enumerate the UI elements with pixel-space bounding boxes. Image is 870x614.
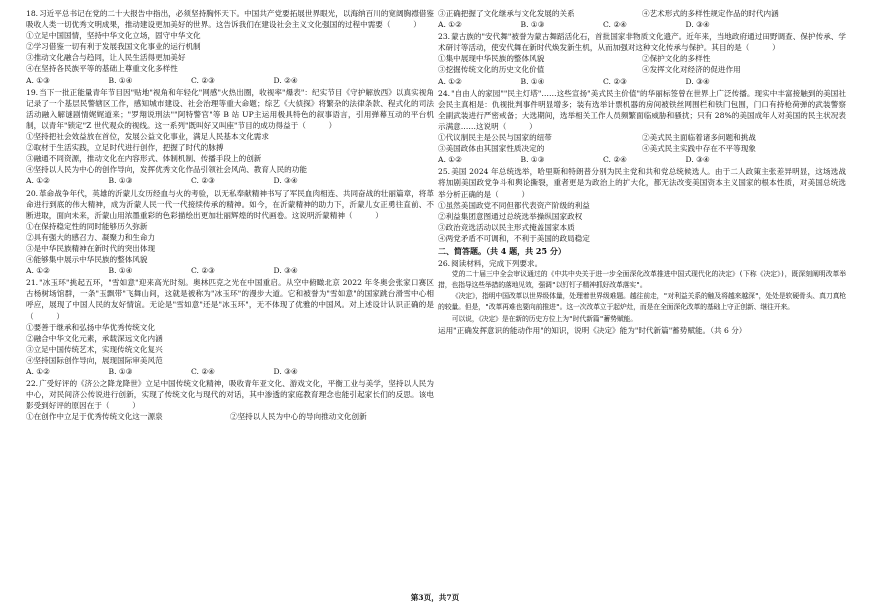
question-number: 26.: [438, 259, 451, 269]
question-prompt: 运用"正确发挥意识的能动作用"的知识，说明《决定》能为"时代新篇"蓄势赋能。（共 6 分）: [438, 325, 747, 335]
choice-a[interactable]: A. ①②: [26, 367, 50, 376]
option: ①在创作中立足于优秀传统文化这一源泉: [26, 412, 163, 422]
option: ③挖掘传统文化的历史文化价值: [438, 65, 545, 75]
option-row: [26, 411, 434, 422]
option: ②利益集团意图通过总统选举操纵国家政权: [438, 211, 583, 221]
question-22: [26, 378, 434, 422]
option-row: [438, 132, 846, 143]
question-intro: 阅读材料，完成下列要求。: [451, 259, 543, 269]
question-number: 18.: [26, 9, 39, 18]
choice-c[interactable]: C. ②④: [603, 155, 627, 165]
option: ④坚持以人民为中心的创作导向，发挥优秀文化作品引领社会风尚、教育人民的功能: [26, 165, 307, 175]
choice-b[interactable]: B. ①③: [108, 367, 133, 376]
choice-a[interactable]: A. ①②: [26, 266, 50, 276]
question-22-continued: [438, 8, 846, 30]
choice-c[interactable]: C. ②④: [191, 367, 215, 376]
question-number: 22.: [26, 379, 39, 389]
option-row: [438, 143, 846, 154]
section-heading: 二、简答题。（共 4 题，共 25 分）: [438, 245, 566, 256]
answer-choices: [26, 265, 356, 276]
material-paragraph: 《决定》，指明中国改革以世界级体量，处理着世界级难题。越往前走，"对利益关系的触及将越来越深"，处处是软硬骨头、真刀真枪的较量。但是，"改革再难也要向前推进"。这一次改革立于起炉灶，而是在全面深化改革的基础上守正创新、继往开来。: [438, 292, 846, 312]
option: ④艺术形式的多样性规定作品的时代内涵: [642, 9, 779, 18]
choice-a[interactable]: A. ①②: [438, 20, 462, 30]
question-stem: 革命战争年代，英雄的沂蒙儿女历经血与火的考验，以无私奉献精神书写了军民血肉相连、共同奋战的壮丽篇章，将革命进行到底的伟大精神，成为沂蒙人民一代一代接续传承的精神。如今，在沂蒙精神的助力下，沂蒙儿女正勇往直前、不断进取，面向未来，沂蒙山用浓墨重彩的色彩描绘出更加壮丽辉煌的时代画卷。这说明沂蒙精神（ ）: [26, 188, 434, 220]
option: ①代议制民主是公民与国家的纽带: [438, 133, 552, 143]
option: ④坚持国际创作导向，展现国际审美风范: [26, 355, 163, 365]
question-20: [26, 188, 434, 277]
answer-choices: [438, 154, 768, 165]
option: ③融通不同资源，推动文化在内容形式、体制机制、传播手段上的创新: [26, 154, 262, 164]
choice-d[interactable]: D. ②④: [273, 75, 298, 85]
question-number: 21.: [26, 278, 39, 288]
choice-b[interactable]: B. ①③: [108, 176, 133, 186]
answer-choices: [26, 366, 356, 377]
option: ②保护文化的多样性: [642, 54, 711, 64]
option: ④在坚持各民族平等的基础上尊重文化多样性: [26, 64, 178, 74]
material-paragraph: 党的二十届三中全会审议通过的《中共中央关于进一步全面深化改革推进中国式现代化的决定》(下称《决定》)，既深刻阐明改革举措，也指导这些举措的落地见效，强调"以钉钉子精神抓好改革落实"。: [438, 270, 846, 290]
question-25: [438, 166, 846, 244]
choice-d[interactable]: D. ③④: [273, 176, 298, 186]
page-footer: 第3页，共7页: [410, 593, 460, 602]
option: ①立足中国国情，坚持中华文化立场，固守中华文化: [26, 31, 201, 41]
answer-choices: [438, 19, 768, 30]
option: ②取材于生活实践，立足时代进行创作，把握了时代的脉搏: [26, 143, 224, 153]
material-paragraph: 可以说，《决定》是在新的历史方位上为"时代新篇"蓄势赋能。: [451, 314, 637, 323]
question-stem: 当下一批正能量青年节目因"贴地"视角和年轻化"网感"火热出圈，收视率"爆表"：纪实节目《守护解放西》以真实视角记录了一个基层民警辖区工作，感知城市建设、社会治理等重大命题；综艺《大侦探》将繁杂的法律条款、程式化的司法活动融入解谜剧情娓娓道来；"罗翔说刑法""阿特警官"等 B 站 UP主运用极具特色的叙事语言，引用弹幕互动的平台机制，以青年"锁定"Z 世代观众的视线。这一系列"既叫好又叫座"节目的成功得益于（ ）: [26, 87, 434, 130]
option: ③是中华民族精神在新时代的突出体现: [26, 243, 156, 253]
choice-d[interactable]: D. ③④: [685, 76, 710, 86]
question-number: 23.: [438, 32, 451, 42]
option: ②具有强大的感召力、凝聚力和生命力: [26, 232, 156, 242]
choice-c[interactable]: C. ②④: [603, 20, 627, 30]
left-column: [26, 8, 434, 423]
question-number: 25.: [438, 167, 451, 177]
option: ④两党矛盾不可调和，不利于美国的政局稳定: [438, 233, 590, 243]
choice-b[interactable]: B. ①③: [520, 155, 545, 165]
option: ①要善于继承和弘扬中华优秀传统文化: [26, 322, 156, 332]
answer-choices: [438, 76, 768, 87]
option: ②融合中华文化元素，承载深远文化内涵: [26, 333, 163, 343]
right-column: [438, 8, 846, 337]
question-18: [26, 8, 434, 86]
option: ①坚持把社会效益放在首位，发展公益文化事业，满足人民基本文化需求: [26, 132, 269, 142]
question-24: [438, 88, 846, 166]
question-19: [26, 87, 434, 187]
question-stem: "自由人的家园""民主灯塔"……这些宣扬"美式民主价值"的华丽标签曾在世界上广泛传播。现实中丰富接触到的美国社会民主真相是：仇视批判事件明显增多；装有选举计票机器的房间被铁丝网围栏和铁门包围，门口有持枪荷弹的武装警察全副武装进行严密戒备；大选期间，选举相关工作人员频繁面临威胁和骚扰；只有 28%的美国成年人对美国的民主状况表示满意……这说明（ ）: [438, 88, 846, 131]
choice-b[interactable]: B. ①③: [520, 20, 545, 30]
choice-a[interactable]: A. ①③: [26, 75, 50, 85]
choice-b[interactable]: B. ①④: [108, 75, 133, 85]
choice-c[interactable]: C. ②③: [603, 76, 627, 86]
question-26: [438, 258, 846, 336]
question-21: [26, 277, 434, 377]
option: ④发挥文化对经济的促进作用: [642, 65, 741, 75]
option: ①虽然美国政党不同但都代表资产阶级的利益: [438, 200, 590, 210]
question-stem: 美国 2024 年总统选举，哈里斯和特朗普分别为民主党和共和党总统候选人。由于二人政策主张差异明显，这场选战将加剧美国政党争斗和舆论撕裂，重者更是为政治上的扩大化，都无法改变美国资本主义国家的根本性质，对美国总统选举分析正确的是（ ）: [438, 167, 846, 199]
question-stem: 蒙古族的"安代舞"被誉为蒙古舞蹈活化石，首批国家非物质文化遗产。近年来，当地政府通过田野调查、保护传承、学术研讨等活动，使安代舞在新时代焕发新生机，从而加强对这种文化传承与保护。其目的是（ ）: [438, 32, 846, 53]
choice-b[interactable]: B. ①④: [108, 266, 133, 276]
choice-c[interactable]: C. ②③: [191, 75, 215, 85]
option: ③正确把握了文化继承与文化发展的关系: [438, 9, 575, 18]
choice-c[interactable]: C. ②③: [191, 266, 215, 276]
option: ④美式民主实践中存在不平等现象: [642, 144, 756, 154]
option: ②坚持以人民为中心的导向推动文化创新: [230, 412, 367, 422]
option-row: [438, 8, 846, 19]
option-row: [438, 64, 846, 75]
question-number: 24.: [438, 88, 451, 98]
question-stem: "冰玉环"挑起五环，"雪如意"迎来高光时刻。奥林匹克之光在中国重启。从空中俯瞰北京 2022 年冬奥会张家口赛区古杨树场馆群，一条"玉飘带"飞舞山间，这就是被称为"冰玉环"的漫步大道。它和被誉为"雪如意"的国家跳台滑雪中心相呼应，展现了中国人民的友好情谊。无论是"雪如意"还是"冰玉环"，无不体现了优雅的中国风。对上述设计认识正确的是（ ）: [26, 278, 434, 321]
choice-d[interactable]: D. ③④: [273, 266, 298, 276]
option: ③立足中国传统艺术，实现传统文化复兴: [26, 344, 163, 354]
option: ①在保持稳定性的同时能够历久弥新: [26, 221, 148, 231]
option: ③美国政体由其国家性质决定的: [438, 144, 545, 154]
choice-a[interactable]: A. ①②: [438, 76, 462, 86]
choice-d[interactable]: D. ③④: [273, 367, 298, 376]
choice-d[interactable]: D. ③④: [685, 155, 710, 165]
question-23: [438, 31, 846, 86]
choice-b[interactable]: B. ①④: [520, 76, 545, 86]
option: ③推动文化融合与趋同，让人民生活得更加美好: [26, 53, 186, 63]
choice-d[interactable]: D. ③④: [685, 20, 710, 30]
question-number: 20.: [26, 188, 39, 198]
option-row: [438, 53, 846, 64]
option: ②学习借鉴一切有利于发展我国文化事业的运行机制: [26, 42, 201, 52]
answer-choices: [26, 175, 356, 186]
option: ③政治竞选活动以民主形式掩盖国家本质: [438, 222, 575, 232]
option: ①集中展现中华民族的整体风貌: [438, 54, 545, 64]
option: ④能够集中展示中华民族的整体风貌: [26, 255, 148, 265]
question-stem: 习近平总书记在党的二十大报告中指出，必须坚持胸怀天下。中国共产党要拓展世界眼光，以海纳百川的宽阔胸襟借鉴吸收人类一切优秀文明成果，推动建设更加美好的世界。这告诉我们在建设社会主义文化强国的过程中需要（ ）: [26, 9, 434, 30]
choice-a[interactable]: A. ①②: [438, 155, 462, 165]
choice-c[interactable]: C. ②③: [191, 176, 215, 186]
answer-choices: [26, 75, 356, 86]
choice-a[interactable]: A. ①②: [26, 176, 50, 186]
option: ②美式民主面临着诸多问题和挑战: [642, 133, 756, 143]
question-number: 19.: [26, 87, 39, 97]
question-stem: 广受好评的《济公之降龙降世》立足中国传统文化精神，吸收青年亚文化、游戏文化，平衡工业与美学，坚持以人民为中心，对民间济公传说进行创新，实现了传统文化与现代的对话，其中渗透的家庭教育理念也能引起家长们的反思。该电影受到好评的原因在于（ ）: [26, 379, 434, 411]
